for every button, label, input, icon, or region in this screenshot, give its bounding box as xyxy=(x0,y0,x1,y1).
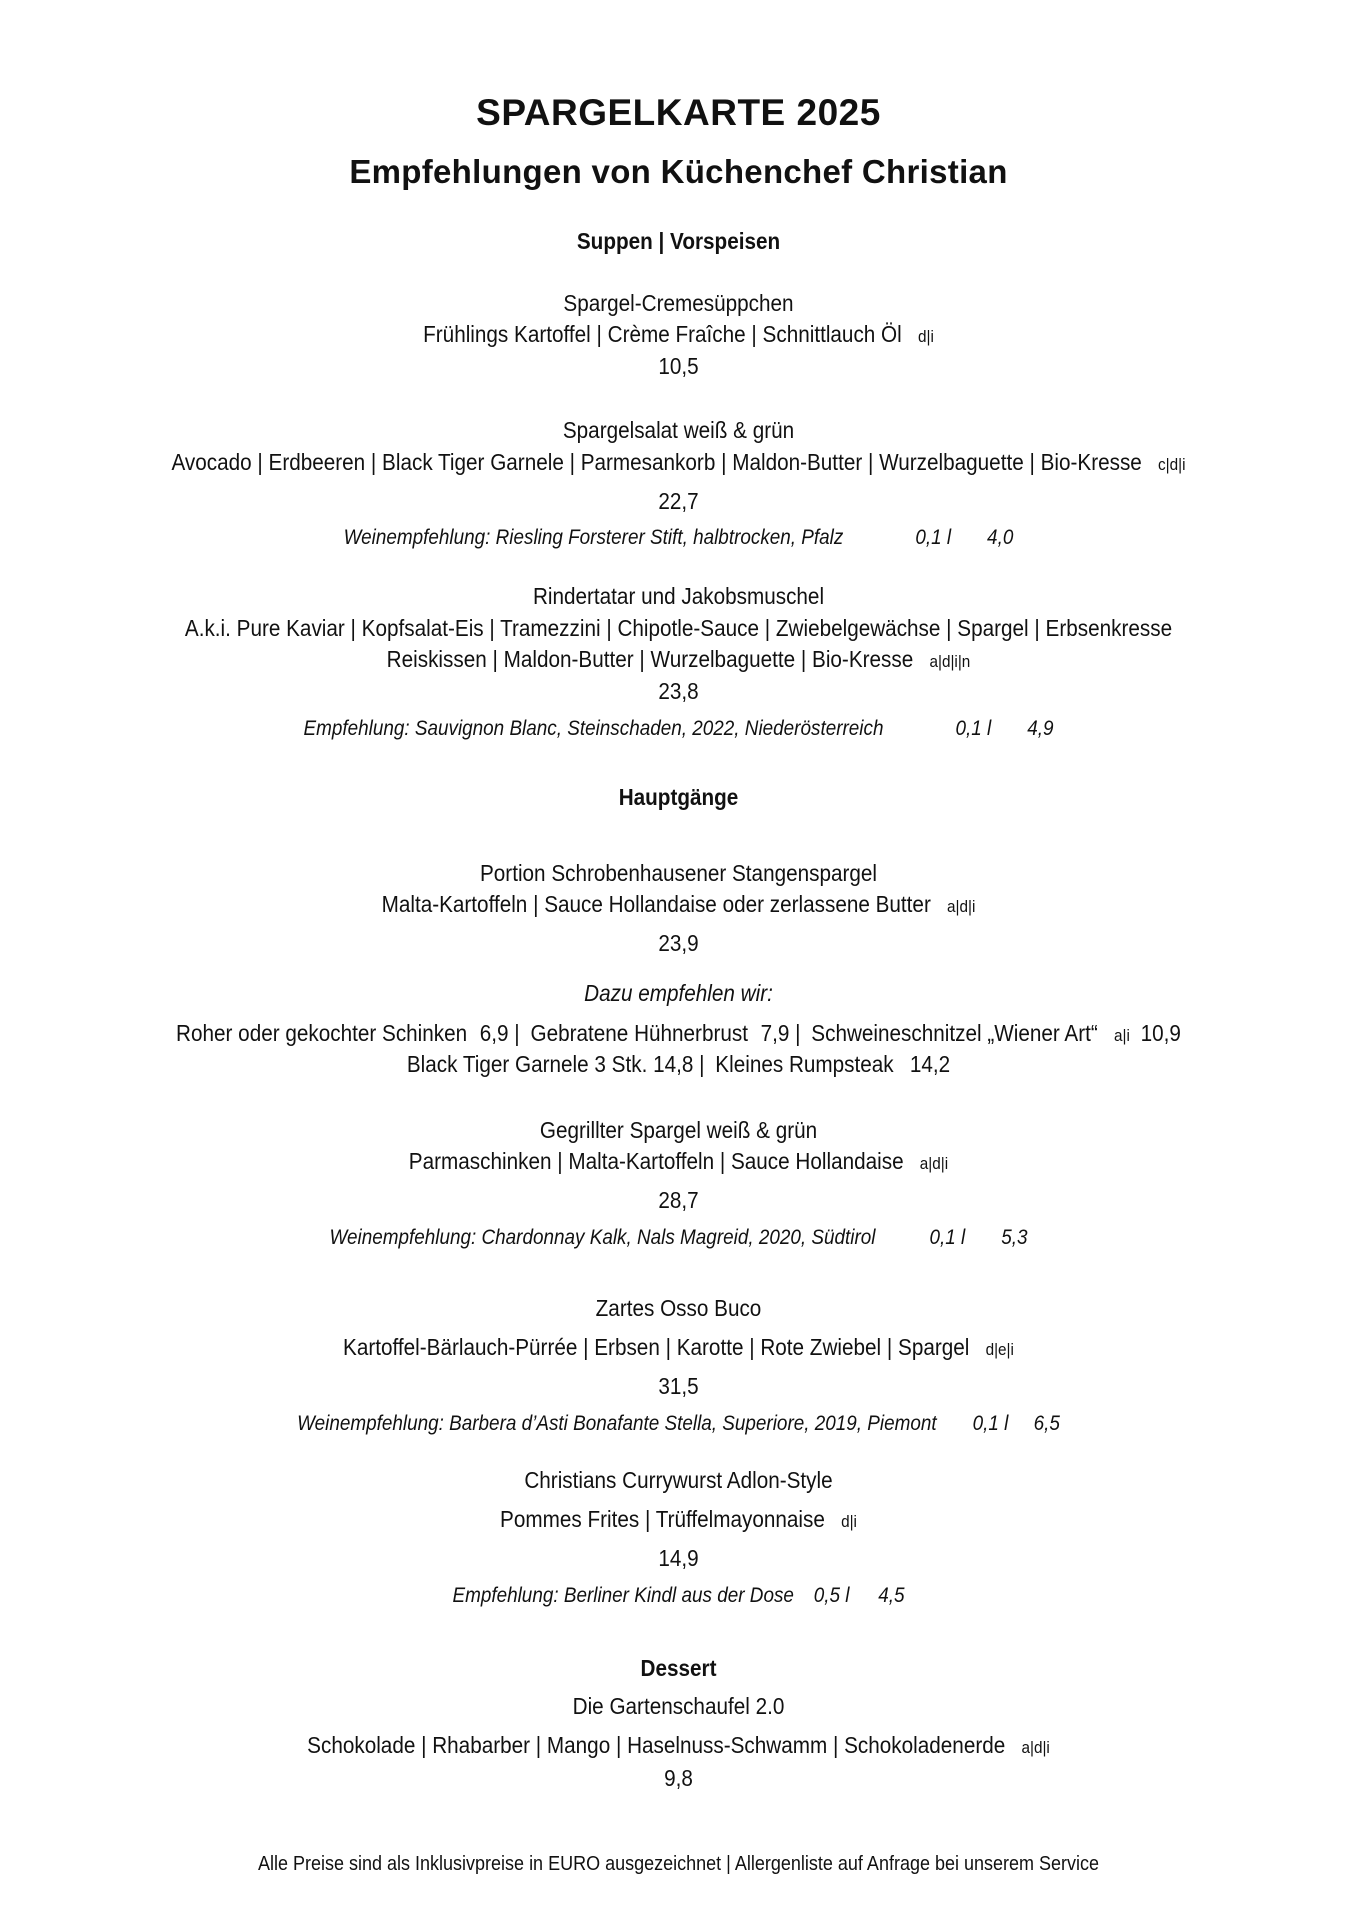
dish-desc-text: Reiskissen | Maldon-Butter | Wurzelbaguette | Bio-Kresse xyxy=(386,646,914,672)
wine-rec-price: 4,0 xyxy=(987,526,1014,549)
side-price: 14,2 xyxy=(909,1051,951,1077)
dish-price: 14,9 xyxy=(658,1545,699,1571)
side-name: Gebratene Hühnerbrust xyxy=(530,1020,748,1046)
dish-price: 23,8 xyxy=(658,678,699,704)
dish-price: 10,5 xyxy=(658,353,699,379)
side-item: Black Tiger Garnele 3 Stk. 14,8 | xyxy=(406,1051,705,1077)
allergen-codes: a|i xyxy=(1113,1026,1130,1045)
allergen-codes: a|d|i xyxy=(919,1154,949,1173)
page-title: SPARGELKARTE 2025 xyxy=(476,92,881,133)
wine-recommendation xyxy=(68,1222,1289,1254)
rec-text: Empfehlung: Berliner Kindl aus der Dose xyxy=(452,1584,794,1607)
wine-rec-text: Weinempfehlung: Riesling Forsterer Stift, halbtrocken, Pfalz xyxy=(343,526,844,549)
allergen-codes: c|d|i xyxy=(1158,455,1186,474)
section-heading-soups: Suppen | Vorspeisen xyxy=(576,228,781,254)
page-subtitle: Empfehlungen von Küchenchef Christian xyxy=(349,153,1008,190)
rec-size: 0,5 l xyxy=(813,1584,850,1607)
dish-description xyxy=(68,888,1289,923)
wine-rec-size: 0,1 l xyxy=(972,1412,1009,1435)
sides-line-1 xyxy=(68,1017,1289,1052)
dish-description xyxy=(68,1503,1289,1538)
dish-price: 9,8 xyxy=(664,1765,693,1791)
rec-price: 4,5 xyxy=(878,1584,905,1607)
side-price: 10,9 xyxy=(1140,1020,1181,1046)
dish-desc-text: Pommes Frites | Trüffelmayonnaise xyxy=(500,1506,825,1532)
dish-description xyxy=(68,1729,1289,1764)
dish-price: 23,9 xyxy=(658,930,699,956)
dish-name: Christians Currywurst Adlon-Style xyxy=(524,1467,833,1493)
allergen-codes: a|d|i xyxy=(1021,1738,1050,1757)
wine-rec-price: 6,5 xyxy=(1033,1412,1060,1435)
dish-description xyxy=(68,1145,1289,1180)
dish-description: A.k.i. Pure Kaviar | Kopfsalat-Eis | Tramezzini | Chipotle-Sauce | Zwiebelgewächse | Spargel | Erbsenkresse xyxy=(184,615,1173,641)
dish-desc-text: Schokolade | Rhabarber | Mango | Haselnuss-Schwamm | Schokoladenerde xyxy=(307,1732,1006,1758)
allergen-codes: d|i xyxy=(917,327,934,346)
allergen-codes: d|i xyxy=(841,1512,857,1531)
wine-rec-price: 5,3 xyxy=(1001,1226,1028,1249)
side-name: Roher oder gekochter Schinken xyxy=(176,1020,468,1046)
allergen-codes: a|d|i xyxy=(947,897,976,916)
dish-description xyxy=(68,446,1289,481)
dish-desc-text: Avocado | Erdbeeren | Black Tiger Garnele | Parmesankorb | Maldon-Butter | Wurzelbaguette | Bio-Kresse xyxy=(171,449,1142,475)
dish-price: 28,7 xyxy=(658,1187,699,1213)
dish-name: Zartes Osso Buco xyxy=(595,1295,762,1321)
wine-rec-text: Empfehlung: Sauvignon Blanc, Steinschaden, 2022, Niederösterreich xyxy=(303,717,884,740)
dish-name: Spargelsalat weiß & grün xyxy=(562,417,795,443)
wine-rec-size: 0,1 l xyxy=(915,526,952,549)
wine-rec-price: 4,9 xyxy=(1027,717,1054,740)
dish-name: Spargel-Cremesüppchen xyxy=(563,290,794,316)
wine-rec-text: Weinempfehlung: Barbera d’Asti Bonafante Stella, Superiore, 2019, Piemont xyxy=(297,1412,937,1435)
side-name: Kleines Rumpsteak xyxy=(715,1051,894,1077)
section-heading-dessert: Dessert xyxy=(640,1655,717,1681)
sides-intro: Dazu empfehlen wir: xyxy=(584,980,773,1006)
dish-description xyxy=(68,318,1289,353)
footer-note: Alle Preise sind als Inklusivpreise in EURO ausgezeichnet | Allergenliste auf Anfrage bei unserem Service xyxy=(257,1853,1100,1875)
dish-description-cont xyxy=(68,643,1289,678)
sides-line-2 xyxy=(68,1048,1289,1080)
side-price: 6,9 | xyxy=(479,1020,520,1046)
wine-rec-size: 0,1 l xyxy=(929,1226,966,1249)
dish-price: 22,7 xyxy=(658,488,699,514)
side-price: 7,9 | xyxy=(760,1020,801,1046)
wine-recommendation xyxy=(68,1408,1289,1440)
dish-description xyxy=(68,1331,1289,1366)
dish-name: Portion Schrobenhausener Stangenspargel xyxy=(479,860,878,886)
beer-recommendation xyxy=(68,1580,1289,1612)
wine-rec-size: 0,1 l xyxy=(955,717,992,740)
dish-name: Rindertatar und Jakobsmuschel xyxy=(532,583,825,609)
section-heading-mains: Hauptgänge xyxy=(618,784,739,810)
allergen-codes: d|e|i xyxy=(985,1340,1014,1359)
dish-name: Die Gartenschaufel 2.0 xyxy=(572,1693,785,1719)
wine-recommendation xyxy=(68,713,1289,745)
dish-desc-text: Parmaschinken | Malta-Kartoffeln | Sauce Hollandaise xyxy=(408,1148,904,1174)
dish-desc-text: Kartoffel-Bärlauch-Pürrée | Erbsen | Karotte | Rote Zwiebel | Spargel xyxy=(343,1334,970,1360)
wine-recommendation xyxy=(68,522,1289,554)
dish-price: 31,5 xyxy=(658,1373,699,1399)
side-name: Schweineschnitzel „Wiener Art“ xyxy=(811,1020,1098,1046)
dish-name: Gegrillter Spargel weiß & grün xyxy=(539,1117,818,1143)
allergen-codes: a|d|i|n xyxy=(929,652,971,671)
dish-desc-text: Frühlings Kartoffel | Crème Fraîche | Schnittlauch Öl xyxy=(423,321,902,347)
dish-desc-text: Malta-Kartoffeln | Sauce Hollandaise oder zerlassene Butter xyxy=(381,891,931,917)
wine-rec-text: Weinempfehlung: Chardonnay Kalk, Nals Magreid, 2020, Südtirol xyxy=(329,1226,876,1249)
